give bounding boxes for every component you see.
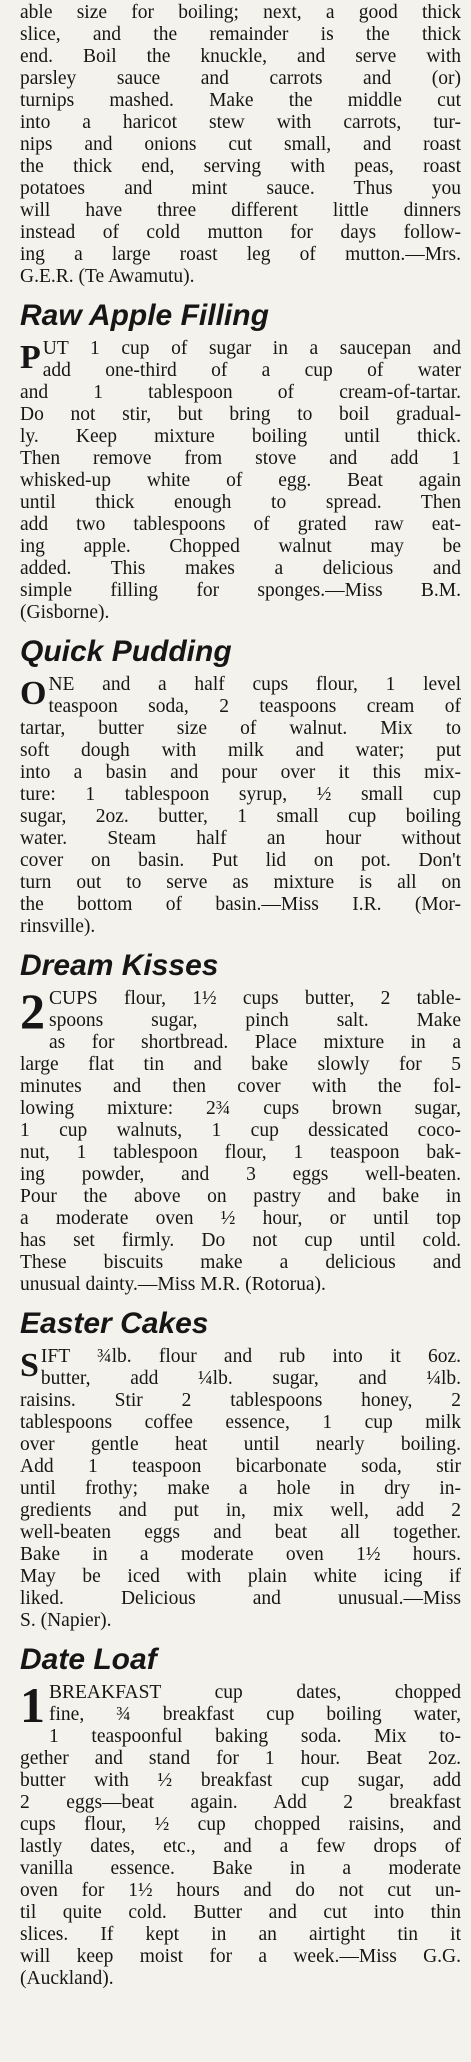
text-line: (Gisborne).: [20, 602, 110, 623]
text-line: well-beaten eggs and beat all together.: [20, 1522, 461, 1543]
text-line: May be iced with plain white icing if: [20, 1566, 461, 1587]
text-line: will have three different little dinners: [20, 200, 461, 221]
text-line: tablespoons coffee essence, 1 cup milk: [20, 1412, 461, 1433]
text-line: ing apple. Chopped walnut may be: [20, 536, 461, 557]
recipe-section: [20, 1642, 461, 1990]
text-line: These biscuits make a delicious and: [20, 1252, 461, 1273]
recipe-body: [20, 983, 461, 1296]
text-line: minutes and then cover with the fol-: [20, 1076, 461, 1097]
recipe-body: [20, 338, 461, 624]
text-line: butter, add ¼lb. sugar, and ¼lb.: [40, 1368, 461, 1389]
text-line: CUPS flour, 1½ cups butter, 2 table-: [49, 988, 461, 1009]
text-line: ture: 1 tablespoon syrup, ½ small cup: [20, 784, 461, 805]
text-line: will keep moist for a week.—Miss G.G.: [20, 1946, 461, 1967]
text-line: turn out to serve as mixture is all on: [20, 872, 461, 893]
text-line: Then remove from stove and add 1: [20, 448, 461, 469]
drop-cap: O: [20, 675, 47, 712]
text-line: unusual dainty.—Miss M.R. (Rotorua).: [20, 1274, 326, 1295]
text-line: til quite cold. Butter and cut into thin: [20, 1902, 461, 1923]
text-line: liked. Delicious and unusual.—Miss: [20, 1588, 461, 1609]
text-line: nut, 1 tablespoon flour, 1 teaspoon bak-: [20, 1142, 461, 1163]
text-line: IFT ¾lb. flour and rub into it 6oz.: [40, 1346, 461, 1367]
text-line: into a basin and pour over it this mix-: [20, 762, 461, 783]
text-line: sugar, 2oz. butter, 1 small cup boiling: [20, 806, 461, 827]
drop-cap: 2: [20, 983, 45, 1039]
text-line: ing a large roast leg of mutton.—Mrs.: [20, 244, 461, 265]
text-line: the thick end, serving with peas, roast: [20, 156, 461, 177]
text-line: instead of cold mutton for days follow-: [20, 222, 461, 243]
text-line: as for shortbread. Place mixture in a: [49, 1032, 461, 1053]
drop-cap: 1: [20, 1677, 45, 1733]
text-line: water. Steam half an hour without: [20, 828, 461, 849]
drop-cap: P: [20, 339, 41, 376]
text-line: nips and onions cut small, and roast: [20, 134, 461, 155]
recipe-body: [20, 1677, 461, 1990]
text-line: able size for boiling; next, a good thick: [20, 2, 461, 23]
recipe-body: [20, 1346, 461, 1632]
recipe-section: [20, 634, 461, 938]
text-line: oven for 1½ hours and do not cut un-: [20, 1880, 461, 1901]
text-line: 1 teaspoonful baking soda. Mix to-: [49, 1726, 461, 1747]
recipe-title: Quick Pudding: [20, 635, 232, 668]
text-line: potatoes and mint sauce. Thus you: [20, 178, 461, 199]
recipe-title: Easter Cakes: [20, 1307, 209, 1340]
text-line: add two tablespoons of grated raw eat-: [20, 514, 461, 535]
text-line: gether and stand for 1 hour. Beat 2oz.: [20, 1748, 461, 1769]
recipe-title: Dream Kisses: [20, 949, 219, 982]
text-line: teaspoon soda, 2 teaspoons cream of: [48, 696, 461, 717]
text-line: has set firmly. Do not cup until cold.: [20, 1230, 461, 1251]
text-line: Do not stir, but bring to boil gradual-: [20, 404, 461, 425]
text-line: the bottom of basin.—Miss I.R. (Mor-: [20, 894, 461, 915]
text-line: 1 cup walnuts, 1 cup dessicated coco-: [20, 1120, 461, 1141]
text-line: slice, and the remainder is the thick: [20, 24, 461, 45]
text-line: UT 1 cup of sugar in a saucepan and: [42, 338, 461, 359]
recipe-section: [20, 298, 461, 624]
text-line: gredients and put in, mix well, add 2: [20, 1500, 461, 1521]
text-line: raisins. Stir 2 tablespoons honey, 2: [20, 1390, 461, 1411]
drop-cap: S: [20, 1347, 39, 1384]
recipe-section: [20, 1306, 461, 1632]
text-line: cover on basin. Put lid on pot. Don't: [20, 850, 461, 871]
text-line: butter with ½ breakfast cup sugar, add: [20, 1770, 461, 1791]
text-line: Bake in a moderate oven 1½ hours.: [20, 1544, 461, 1565]
text-line: until frothy; make a hole in dry in-: [20, 1478, 461, 1499]
text-line: lastly dates, etc., and a few drops of: [20, 1836, 461, 1857]
text-line: added. This makes a delicious and: [20, 558, 461, 579]
text-line: 2 eggs—beat again. Add 2 breakfast: [20, 1792, 461, 1813]
text-line: rinsville).: [20, 916, 96, 937]
text-line: BREAKFAST cup dates, chopped: [49, 1682, 461, 1703]
text-line: soft dough with milk and water; put: [20, 740, 461, 761]
text-line: tartar, butter size of walnut. Mix to: [20, 718, 461, 739]
text-line: G.E.R. (Te Awamutu).: [20, 266, 195, 287]
text-line: add one-third of a cup of water: [42, 360, 461, 381]
text-line: ly. Keep mixture boiling until thick.: [20, 426, 461, 447]
text-line: whisked-up white of egg. Beat again: [20, 470, 461, 491]
text-line: and 1 tablespoon of cream-of-tartar.: [20, 382, 461, 403]
text-line: simple filling for sponges.—Miss B.M.: [20, 580, 461, 601]
text-line: ing powder, and 3 eggs well-beaten.: [20, 1164, 461, 1185]
text-line: lowing mixture: 2¾ cups brown sugar,: [20, 1098, 461, 1119]
text-line: a moderate oven ½ hour, or until top: [20, 1208, 461, 1229]
recipe-list: [20, 298, 461, 1990]
text-line: into a haricot stew with carrots, tur-: [20, 112, 461, 133]
text-line: Add 1 teaspoon bicarbonate soda, stir: [20, 1456, 461, 1477]
text-line: end. Boil the knuckle, and serve with: [20, 46, 461, 67]
text-line: cups flour, ½ cup chopped raisins, and: [20, 1814, 461, 1835]
text-line: S. (Napier).: [20, 1610, 112, 1631]
text-line: fine, ¾ breakfast cup boiling water,: [49, 1704, 461, 1725]
text-line: spoons sugar, pinch salt. Make: [49, 1010, 461, 1031]
text-line: Pour the above on pastry and bake in: [20, 1186, 461, 1207]
text-line: over gentle heat until nearly boiling.: [20, 1434, 461, 1455]
text-line: large flat tin and bake slowly for 5: [20, 1054, 461, 1075]
text-line: until thick enough to spread. Then: [20, 492, 461, 513]
recipe-title: Raw Apple Filling: [20, 299, 269, 332]
intro-paragraph: [20, 2, 461, 288]
text-line: parsley sauce and carrots and (or): [20, 68, 461, 89]
text-line: slices. If kept in an airtight tin it: [20, 1924, 461, 1945]
recipe-title: Date Loaf: [20, 1643, 157, 1676]
text-line: vanilla essence. Bake in a moderate: [20, 1858, 461, 1879]
recipe-body: [20, 674, 461, 938]
text-line: (Auckland).: [20, 1968, 114, 1989]
text-line: NE and a half cups flour, 1 level: [48, 674, 461, 695]
text-line: turnips mashed. Make the middle cut: [20, 90, 461, 111]
recipe-section: [20, 948, 461, 1296]
